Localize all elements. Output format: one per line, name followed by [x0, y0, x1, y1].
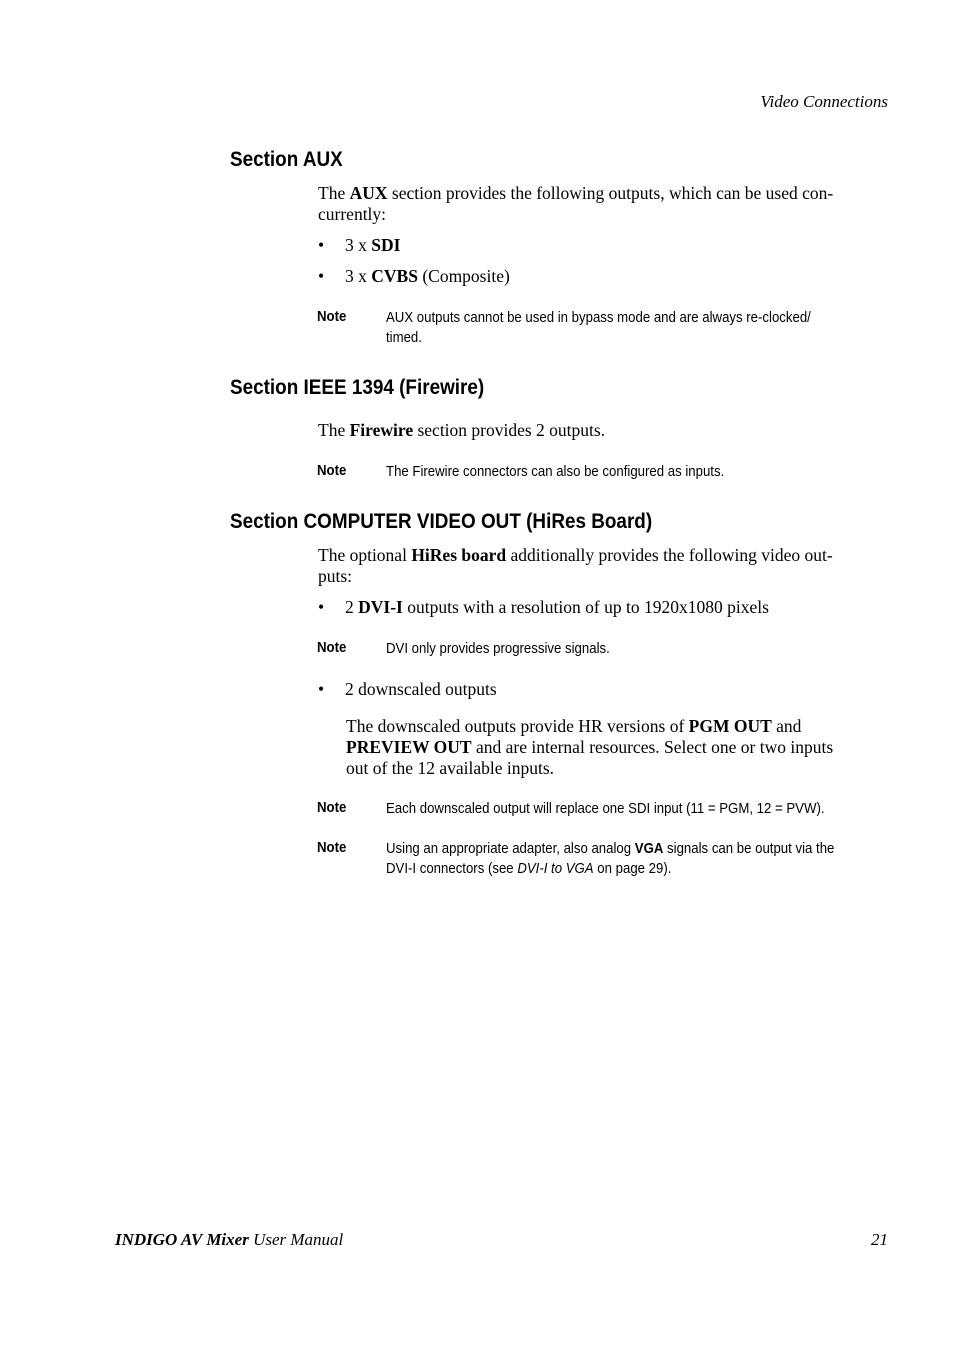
note-label: Note	[317, 308, 347, 325]
note-span: signals can be output via the	[663, 840, 835, 857]
page-number: 21	[871, 1230, 888, 1249]
note-span: Using an appropriate adapter, also analog	[386, 840, 635, 857]
computer-bullet-downscaled	[318, 679, 497, 700]
bullet-dot: •	[318, 266, 325, 286]
bullet-dot: •	[318, 597, 325, 617]
note-span: DVI-I connectors (see	[386, 859, 518, 877]
aux-intro-line2: currently:	[318, 204, 387, 224]
downscaled-para	[346, 716, 833, 779]
note-line	[386, 859, 861, 879]
note-text-firewire: The Firewire connectors can also be configured as inputs.	[386, 463, 725, 480]
note-text-downscaled: Each downscaled output will replace one SDI input (11 = PGM, 12 = PVW).	[386, 800, 825, 817]
note-label: Note	[317, 799, 347, 816]
aux-intro-text: The	[318, 183, 350, 203]
cross-reference-link[interactable]: DVI-I to VGA	[517, 859, 594, 877]
note-text-vga	[386, 839, 861, 878]
aux-intro-line1	[318, 183, 833, 204]
para-text: The downscaled outputs provide HR versions of	[346, 716, 689, 736]
pgm-out-term: PGM OUT	[688, 716, 772, 736]
footer-title	[115, 1230, 343, 1250]
footer-product-name: INDIGO AV Mixer	[115, 1230, 249, 1249]
bullet-term: CVBS	[371, 266, 418, 286]
computer-intro-text: additionally provides the following video out-	[506, 545, 833, 565]
note-line: timed.	[386, 328, 422, 346]
bullet-text: 2	[345, 597, 359, 617]
bullet-text: 3 x	[345, 266, 372, 286]
computer-intro-line1	[318, 545, 833, 566]
firewire-intro	[318, 420, 605, 441]
computer-intro-line2: puts:	[318, 566, 353, 586]
note-text-aux	[386, 308, 844, 347]
para-text: and are internal resources. Select one or two inputs	[471, 737, 834, 757]
aux-term: AUX	[349, 183, 388, 203]
bullet-text: 3 x	[345, 235, 372, 255]
firewire-intro-text: section provides 2 outputs.	[413, 420, 606, 440]
firewire-term: Firewire	[349, 420, 414, 440]
section-heading-computer-video-out: Section COMPUTER VIDEO OUT (HiRes Board)	[230, 510, 653, 533]
bullet-text: 2 downscaled outputs	[345, 679, 497, 699]
computer-intro-text: The optional	[318, 545, 412, 565]
note-label: Note	[317, 462, 347, 479]
bullet-text: outputs with a resolution of up to 1920x1080 pixels	[402, 597, 769, 617]
note-label: Note	[317, 639, 347, 656]
note-text-dvi: DVI only provides progressive signals.	[386, 640, 610, 657]
running-head: Video Connections	[760, 92, 888, 111]
bullet-dot: •	[318, 235, 325, 255]
para-text: and	[771, 716, 802, 736]
bullet-dot: •	[318, 679, 325, 699]
footer-title-rest: User Manual	[248, 1230, 344, 1249]
computer-bullet-dvi	[318, 597, 769, 618]
para-line	[346, 716, 833, 737]
bullet-text: (Composite)	[417, 266, 510, 286]
para-line: out of the 12 available inputs.	[346, 758, 555, 778]
para-line	[346, 737, 833, 758]
note-label: Note	[317, 839, 347, 856]
aux-bullet-cvbs	[318, 266, 510, 287]
note-line	[386, 839, 861, 859]
vga-term: VGA	[634, 840, 664, 857]
hires-term: HiRes board	[411, 545, 507, 565]
bullet-term: SDI	[371, 235, 401, 255]
preview-out-term: PREVIEW OUT	[346, 737, 472, 757]
section-heading-firewire: Section IEEE 1394 (Firewire)	[230, 376, 485, 399]
aux-bullet-sdi	[318, 235, 400, 256]
aux-intro-text: section provides the following outputs, which can be used con-	[387, 183, 834, 203]
bullet-term: DVI-I	[358, 597, 403, 617]
note-span: on page 29).	[593, 859, 672, 877]
note-line: AUX outputs cannot be used in bypass mode and are always re-clocked/	[386, 309, 811, 326]
section-heading-aux: Section AUX	[230, 148, 343, 171]
firewire-intro-text: The	[318, 420, 350, 440]
